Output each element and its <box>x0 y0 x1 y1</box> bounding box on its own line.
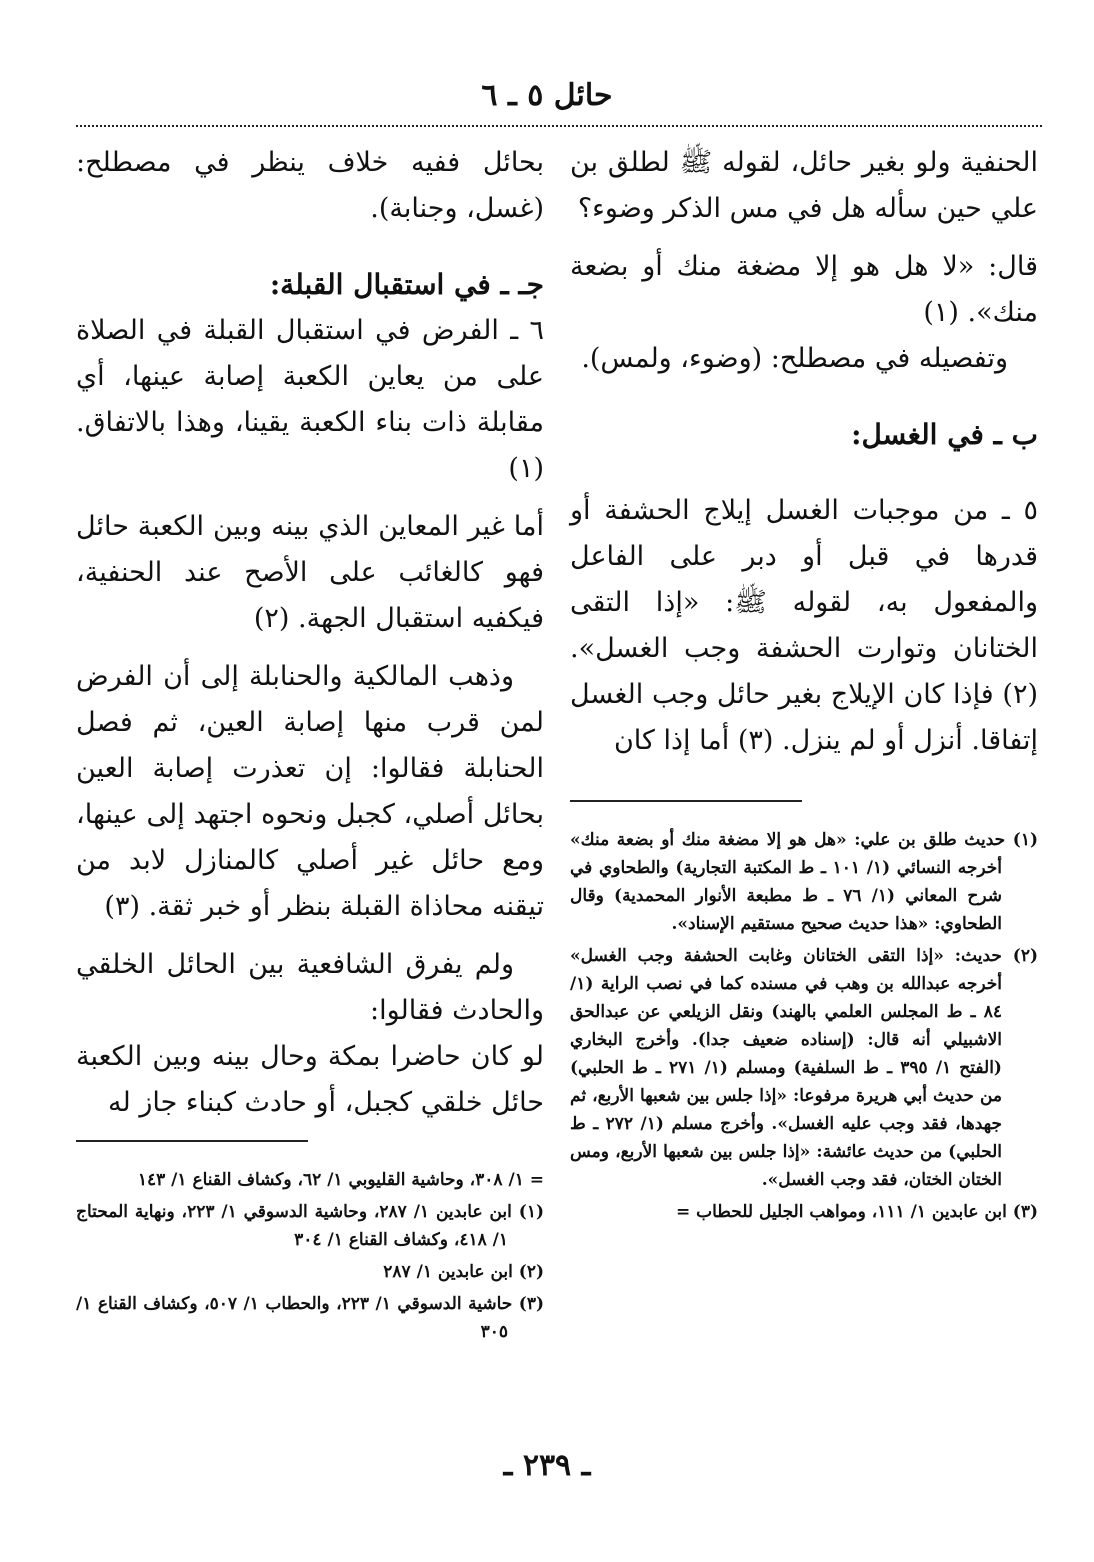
left-para-4: وذهب المالكية والحنابلة إلى أن الفرض لمن قرب منها إصابة العين، ثم فصل الحنابلة فقالوا: إن تعذرت إصابة العين بحائل أصلي، كجبل ونحوه اجتهد إلى عينها، ومع حائل غير أصلي كالمنازل لابد من تيقنه محاذاة القبلة بنظر أو خبر ثقة. (٣) <box>76 661 544 922</box>
footnote-item: (٣) ابن عابدين ١/ ١١١، ومواهب الجليل للحطاب = <box>675 1202 1038 1222</box>
footnote-divider-right <box>570 800 802 802</box>
footnote-item: (٢) ابن عابدين ١/ ٢٨٧ <box>383 1262 544 1282</box>
right-para-1: الحنفية ولو بغير حائل، لقوله ﷺ لطلق بن علي حين سأله هل في مس الذكر وضوء؟ <box>570 147 1038 224</box>
section-heading-c: جـ ـ في استقبال القبلة: <box>269 268 544 301</box>
right-para-4: ٥ ـ من موجبات الغسل إيلاج الحشفة أو قدرها في قبل أو دبر على الفاعل والمفعول به، لقوله ﷺ: «إذا التقى الختانان وتوارت الحشفة وجب الغسل». (٢) فإذا كان الإيلاج بغير حائل وجب الغسل إتفاقا. أنزل أو لم ينزل. (٣) أما إذا كان <box>570 495 1038 756</box>
section-heading-b: ب ـ في الغسل: <box>851 418 1038 451</box>
footnote-item: (١) حديث طلق بن علي: «هل هو إلا مضغة منك أو بضعة منك» أخرجه النسائي (١/ ١٠١ ـ ط المكتبة التجارية) والطحاوي في شرح المعاني (١/ ٧٦ ـ ط مطبعة الأنوار المحمدية) وقال الطحاوي: «هذا حديث صحيح مستقيم الإسناد». <box>570 830 1038 934</box>
footnotes-left <box>76 1140 544 1350</box>
left-para-3: أما غير المعاين الذي بينه وبين الكعبة حائل فهو كالغائب على الأصح عند الحنفية، فيكفيه استقبال الجهة. (٢) <box>76 511 544 634</box>
footnote-item: (٢) حديث: «إذا التقى الختانان وغابت الحشفة وجب الغسل» أخرجه عبدالله بن وهب في مسنده كما في نصب الراية (١/ ٨٤ ـ ط المجلس العلمي بالهند) ونقل الزيلعي عن عبدالحق الاشبيلي أنه قال: (إسناده ضعيف جدا). وأخرج البخاري (الفتح ١/ ٣٩٥ ـ ط السلفية) ومسلم (١/ ٢٧١ ـ ط الحلبي) من حديث أبي هريرة مرفوعا: «إذا جلس بين شعبها الأربع، ثم جهدها، فقد وجب عليه الغسل». وأخرج مسلم (١/ ٢٧٢ ـ ط الحلبي) من حديث عائشة: «إذا جلس بين شعبها الأربع، ومس الختان الختان، فقد وجب الغسل». <box>570 946 1038 1190</box>
footnote-divider-left <box>76 1140 308 1142</box>
running-header: حائل ٥ ـ ٦ <box>481 78 613 113</box>
left-para-6: لو كان حاضرا بمكة وحال بينه وبين الكعبة حائل خلقي كجبل، أو حادث كبناء جاز له <box>76 1041 545 1118</box>
left-para-2: ٦ ـ الفرض في استقبال القبلة في الصلاة على من يعاين الكعبة إصابة عينها، أي مقابلة ذات بناء الكعبة يقينا، وهذا بالاتفاق. (١) <box>76 315 544 484</box>
left-para-5: ولم يفرق الشافعية بين الحائل الخلقي والحادث فقالوا: <box>76 949 544 1026</box>
right-para-2: قال: «لا هل هو إلا مضغة منك أو بضعة منك». (١) <box>570 251 1038 328</box>
header-divider <box>76 125 1042 127</box>
right-para-3: وتفصيله في مصطلح: (وضوء، ولمس). <box>581 343 1008 374</box>
footnote-item: (٣) حاشية الدسوقي ١/ ٢٢٣، والحطاب ١/ ٥٠٧، وكشاف القناع ١/ ٣٠٥ <box>76 1294 544 1342</box>
page-number: ـ ٢٣٩ ـ <box>503 1448 591 1483</box>
footnote-item: (١) ابن عابدين ١/ ٢٨٧، وحاشية الدسوقي ١/ ٢٢٣، ونهاية المحتاج ١/ ٤١٨، وكشاف القناع ١/ ٣٠٤ <box>76 1202 544 1250</box>
left-para-1: بحائل ففيه خلاف ينظر في مصطلح: (غسل، وجنابة). <box>76 147 544 224</box>
footnote-item: = ١/ ٣٠٨، وحاشية القليوبي ١/ ٦٢، وكشاف القناع ١/ ١٤٣ <box>137 1170 544 1190</box>
right-column <box>570 140 1038 764</box>
left-column <box>76 140 544 1126</box>
footnotes-right <box>570 800 1038 1230</box>
